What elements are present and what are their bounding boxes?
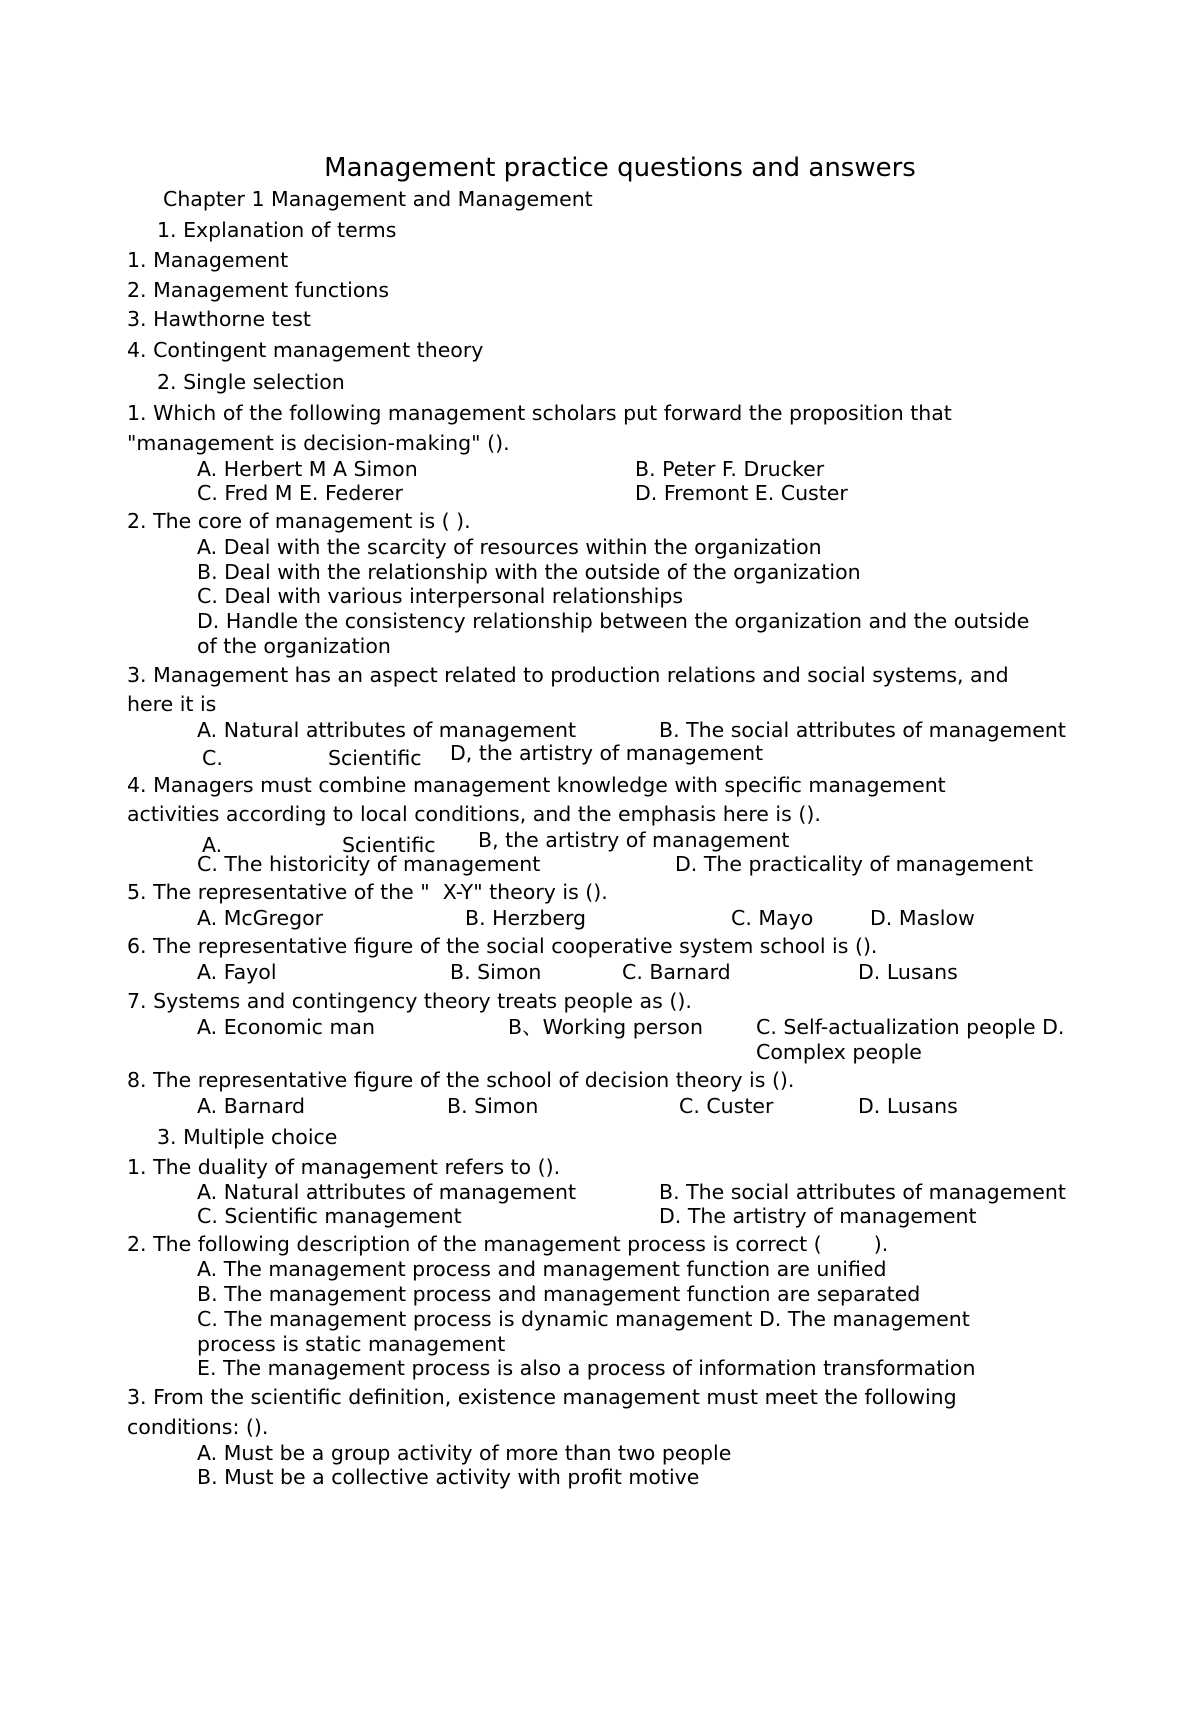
answer-option: of the organization <box>197 634 391 658</box>
answer-option: B. Peter F. Drucker <box>635 457 825 481</box>
answer-option: D. Handle the consistency relationship between the organization and the outside <box>197 609 1030 633</box>
question-text: 2. The following description of the management process is correct ( ). <box>127 1232 889 1256</box>
answer-option: B. The social attributes of management <box>659 1180 1066 1204</box>
answer-option: A. <box>202 833 223 857</box>
answer-option: B. Simon <box>447 1094 539 1118</box>
term-item: 3. Hawthorne test <box>127 307 311 331</box>
answer-option: A. Fayol <box>197 960 277 984</box>
answer-option: C. Fred M E. Federer <box>197 481 403 505</box>
answer-option: B. Simon <box>450 960 542 984</box>
section-heading: 3. Multiple choice <box>157 1125 338 1149</box>
question-text: "management is decision-making" (). <box>127 431 510 455</box>
answer-option: Scientific <box>328 746 422 770</box>
term-item: 1. Management <box>127 248 289 272</box>
question-text: here it is <box>127 692 217 716</box>
answer-option: C. Scientific management <box>197 1204 462 1228</box>
term-item: 2. Management functions <box>127 278 390 302</box>
question-text: 6. The representative figure of the social cooperative system school is (). <box>127 934 878 958</box>
answer-option: B. Herzberg <box>465 906 587 930</box>
answer-option: Complex people <box>756 1040 922 1064</box>
question-text: 5. The representative of the " X-Y" theory is (). <box>127 880 608 904</box>
term-item: 4. Contingent management theory <box>127 338 484 362</box>
question-text: 3. From the scientific definition, existence management must meet the following <box>127 1385 957 1409</box>
answer-option: A. McGregor <box>197 906 324 930</box>
question-text: 7. Systems and contingency theory treats people as (). <box>127 989 692 1013</box>
section-heading: 1. Explanation of terms <box>157 218 397 242</box>
answer-option: C. Mayo <box>731 906 814 930</box>
answer-option: B. The social attributes of management <box>659 718 1066 742</box>
answer-option: A. Must be a group activity of more than two people <box>197 1441 732 1465</box>
answer-option: A. Deal with the scarcity of resources within the organization <box>197 535 822 559</box>
answer-option: D. The artistry of management <box>659 1204 977 1228</box>
chapter-heading: Chapter 1 Management and Management <box>163 187 593 211</box>
answer-option: B、Working person <box>508 1015 703 1039</box>
answer-option: D. Lusans <box>858 1094 958 1118</box>
answer-option: A. Herbert M A Simon <box>197 457 418 481</box>
page-title: Management practice questions and answers <box>324 153 916 183</box>
answer-option: C. Deal with various interpersonal relationships <box>197 584 684 608</box>
answer-option: A. Natural attributes of management <box>197 718 577 742</box>
answer-option: D. Maslow <box>870 906 975 930</box>
answer-option: B. Must be a collective activity with profit motive <box>197 1465 700 1489</box>
question-text: 3. Management has an aspect related to production relations and social systems, and <box>127 663 1009 687</box>
answer-option: process is static management <box>197 1332 506 1356</box>
question-text: 1. Which of the following management scholars put forward the proposition that <box>127 401 952 425</box>
answer-option: A. Economic man <box>197 1015 375 1039</box>
answer-option: B, the artistry of management <box>478 828 790 852</box>
answer-option: D. Fremont E. Custer <box>635 481 848 505</box>
answer-option: A. Barnard <box>197 1094 306 1118</box>
answer-option: D, the artistry of management <box>450 741 764 765</box>
answer-option: C. The management process is dynamic management D. The management <box>197 1307 970 1331</box>
answer-option: B. Deal with the relationship with the outside of the organization <box>197 560 861 584</box>
answer-option: A. The management process and management function are unified <box>197 1257 887 1281</box>
answer-option: A. Natural attributes of management <box>197 1180 577 1204</box>
section-heading: 2. Single selection <box>157 370 345 394</box>
question-text: 2. The core of management is ( ). <box>127 509 471 533</box>
answer-option: C. <box>202 746 223 770</box>
answer-option: Scientific <box>342 833 436 857</box>
answer-option: C. Self-actualization people D. <box>756 1015 1065 1039</box>
question-text: conditions: (). <box>127 1415 269 1439</box>
question-text: 1. The duality of management refers to (). <box>127 1155 561 1179</box>
question-text: 4. Managers must combine management knowledge with specific management <box>127 773 946 797</box>
answer-option: B. The management process and management function are separated <box>197 1282 921 1306</box>
question-text: activities according to local conditions, and the emphasis here is (). <box>127 802 821 826</box>
answer-option: C. The historicity of management <box>197 852 541 876</box>
answer-option: D. The practicality of management <box>675 852 1033 876</box>
question-text: 8. The representative figure of the school of decision theory is (). <box>127 1068 795 1092</box>
answer-option: C. Barnard <box>622 960 731 984</box>
answer-option: C. Custer <box>679 1094 774 1118</box>
answer-option: E. The management process is also a process of information transformation <box>197 1356 976 1380</box>
answer-option: D. Lusans <box>858 960 958 984</box>
